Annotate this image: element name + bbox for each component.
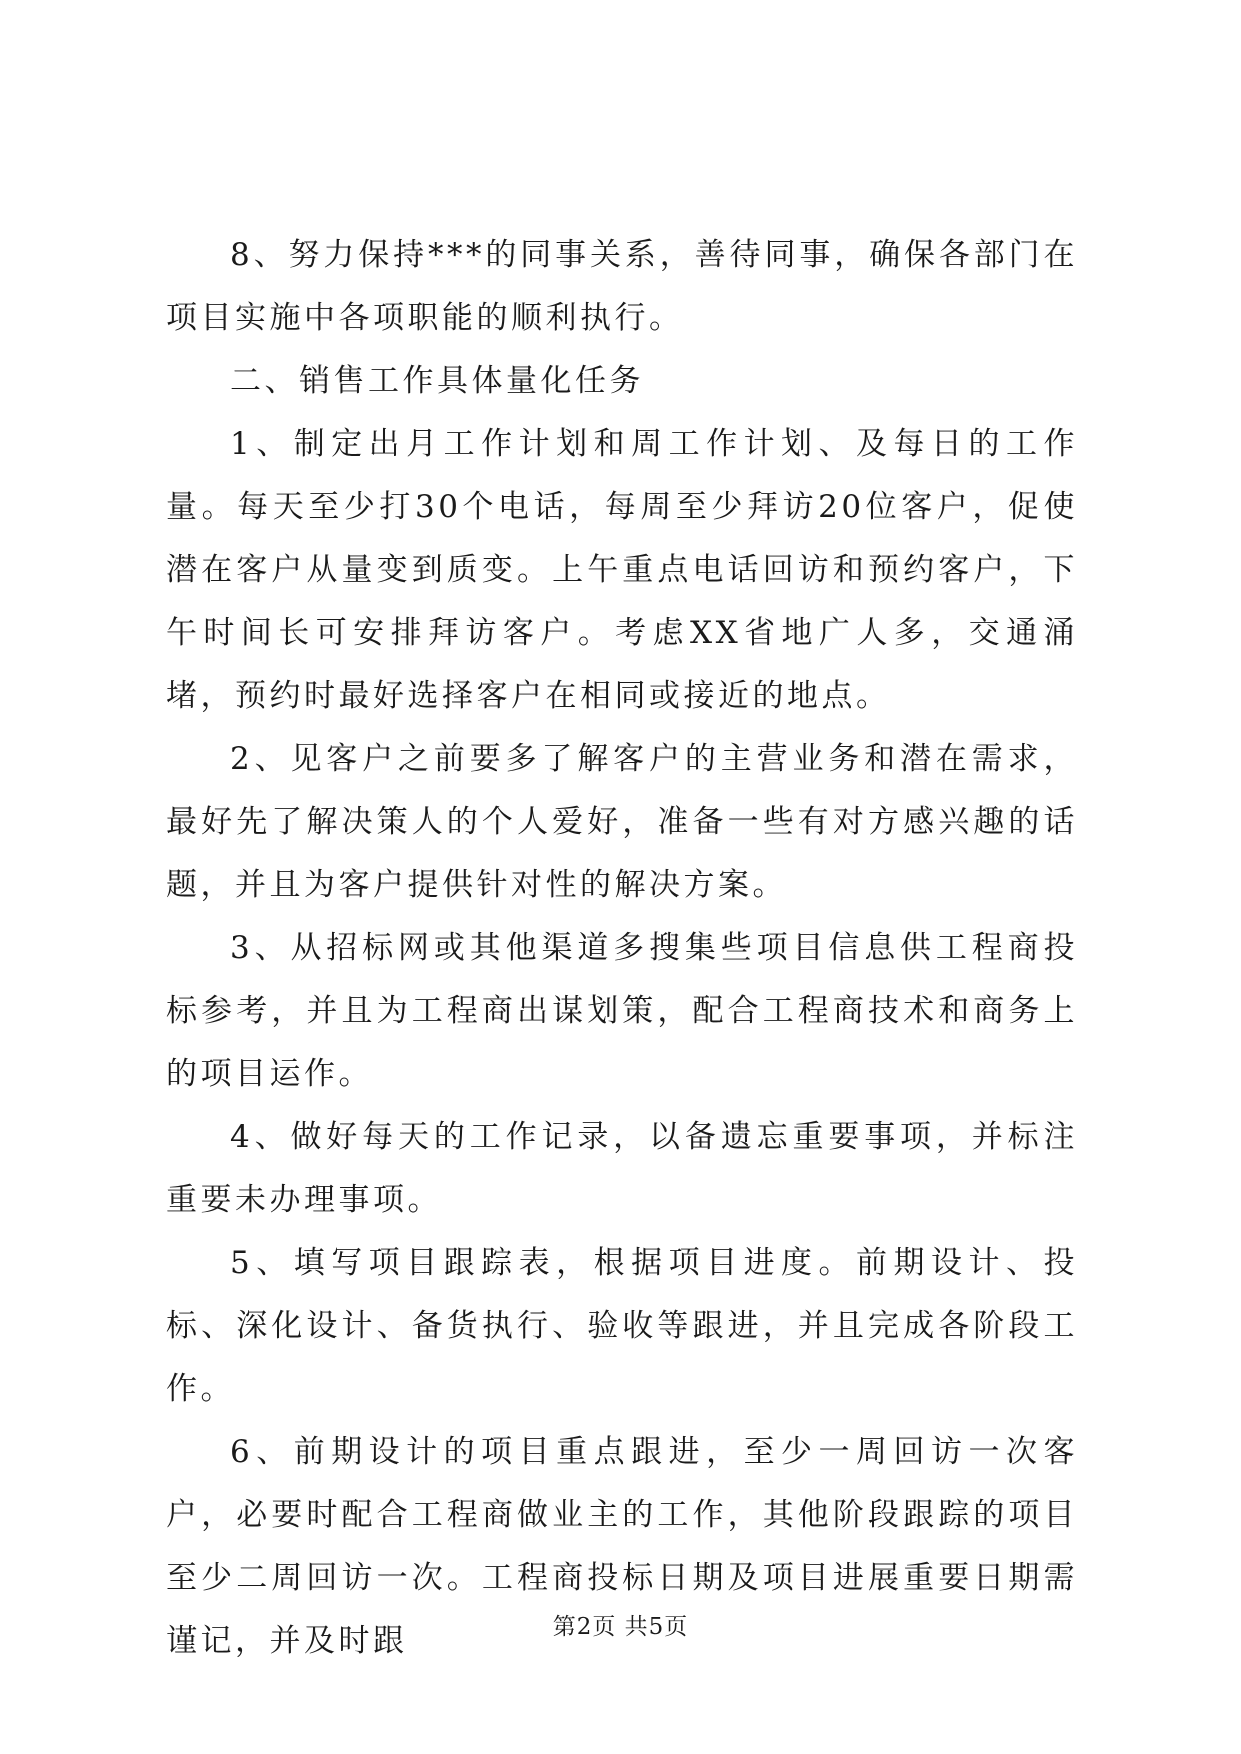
paragraph-item-5: 5、填写项目跟踪表，根据项目进度。前期设计、投标、深化设计、备货执行、验收等跟进，并且完成各阶段工作。 [166, 1245, 1078, 1407]
document-body [166, 224, 1078, 1673]
paragraph-item-3: 3、从招标网或其他渠道多搜集些项目信息供工程商投标参考，并且为工程商出谋划策，配合工程商技术和商务上的项目运作。 [166, 930, 1078, 1092]
section-heading-quantified-tasks: 二、销售工作具体量化任务 [230, 363, 644, 399]
paragraph-item-6: 6、前期设计的项目重点跟进，至少一周回访一次客户，必要时配合工程商做业主的工作，其他阶段跟踪的项目至少二周回访一次。工程商投标日期及项目进展重要日期需谨记，并及时跟 [166, 1434, 1078, 1659]
paragraph-item-4: 4、做好每天的工作记录，以备遗忘重要事项，并标注重要未办理事项。 [166, 1119, 1078, 1218]
paragraph-item-2: 2、见客户之前要多了解客户的主营业务和潜在需求，最好先了解决策人的个人爱好，准备一些有对方感兴趣的话题，并且为客户提供针对性的解决方案。 [166, 741, 1078, 903]
paragraph-item-8: 8、努力保持***的同事关系，善待同事，确保各部门在项目实施中各项职能的顺利执行。 [166, 237, 1078, 336]
page-number-footer: 第2页 共5页 [552, 1614, 689, 1640]
paragraph-item-1: 1、制定出月工作计划和周工作计划、及每日的工作量。每天至少打30个电话，每周至少拜访20位客户，促使潜在客户从量变到质变。上午重点电话回访和预约客户，下午时间长可安排拜访客户。考虑XX省地广人多，交通涌堵，预约时最好选择客户在相同或接近的地点。 [166, 426, 1078, 714]
